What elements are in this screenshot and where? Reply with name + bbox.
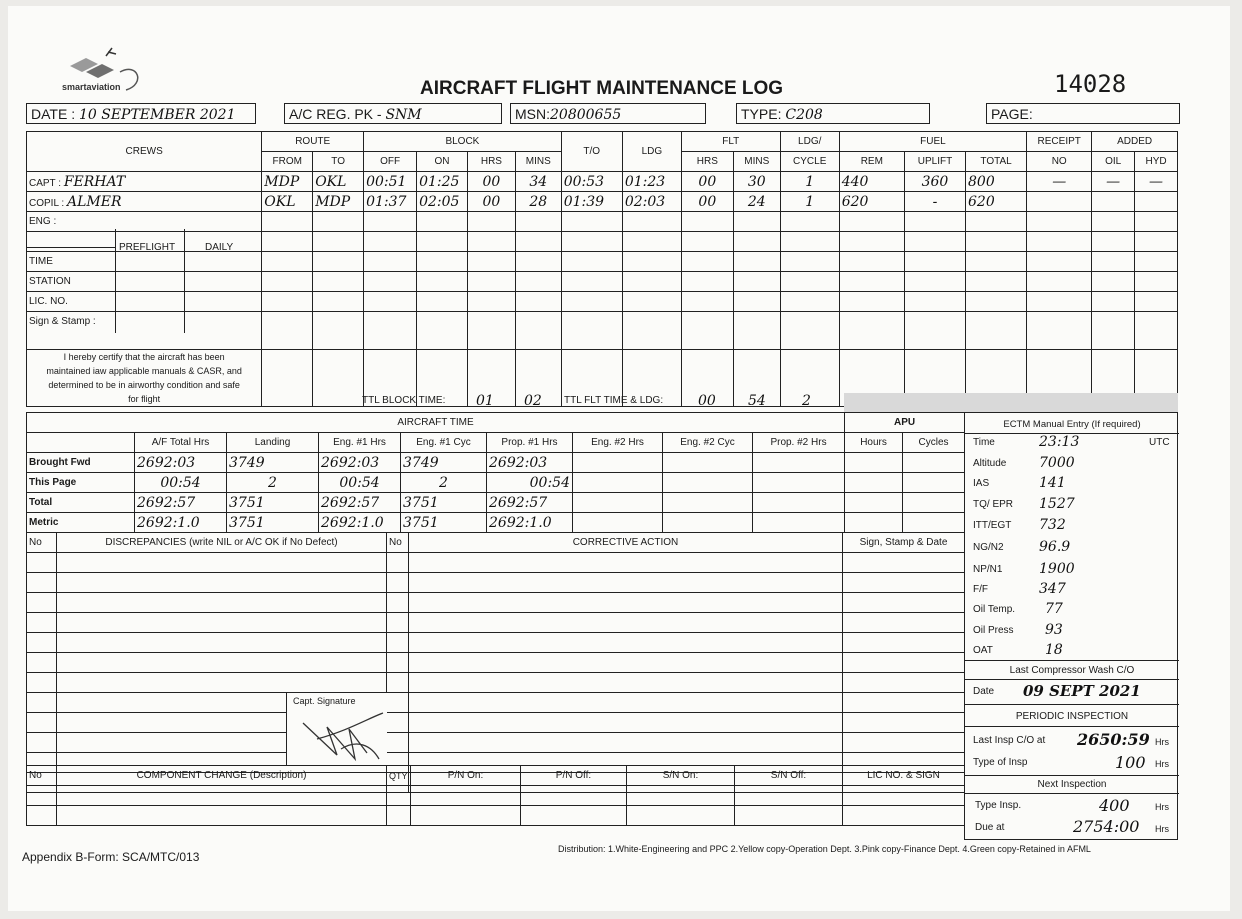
- date-value: 10 SEPTEMBER 2021: [78, 107, 236, 123]
- lic-label: LIC. NO.: [29, 296, 68, 307]
- eng1-cyc-value[interactable]: 3751: [401, 513, 487, 533]
- eng-cell[interactable]: [27, 212, 262, 232]
- landing-value[interactable]: 3749: [227, 453, 319, 473]
- added-header: ADDED: [1092, 132, 1178, 152]
- table-row: [27, 473, 965, 493]
- ectm-time-unit: UTC: [1149, 437, 1170, 448]
- corr-no-header: No: [387, 533, 409, 553]
- ectm-time-value[interactable]: 23:13: [1039, 434, 1080, 450]
- compressor-date-value[interactable]: 09 SEPT 2021: [1023, 682, 1141, 700]
- discrepancy-table: [26, 532, 965, 793]
- preflight-label: PREFLIGHT: [119, 241, 176, 253]
- disc-no-header: No: [27, 533, 57, 553]
- row1-uplift[interactable]: 360: [904, 172, 965, 192]
- landing-count-header: Landing: [227, 433, 319, 453]
- capt-signature-box[interactable]: [286, 693, 387, 766]
- station-cell[interactable]: [27, 272, 262, 292]
- comp-no-header: No: [27, 766, 57, 786]
- row1-flt-hrs[interactable]: 00: [681, 172, 733, 192]
- certify-line-3: determined to be in airworthy condition and safe: [48, 380, 240, 390]
- takeoff-header: T/O: [561, 132, 622, 172]
- ectm-itt-value[interactable]: 732: [1039, 517, 1066, 533]
- row1-hyd[interactable]: —: [1135, 172, 1178, 192]
- prop1-hrs-value[interactable]: 2692:57: [487, 493, 573, 513]
- from-header: FROM: [262, 152, 313, 172]
- time-cell[interactable]: [27, 252, 262, 272]
- row2-block-mins[interactable]: 28: [515, 192, 561, 212]
- landing-header: LDG: [622, 132, 681, 172]
- row-label: Brought Fwd: [27, 453, 135, 473]
- rem-header: REM: [839, 152, 904, 172]
- row2-takeoff[interactable]: 01:39: [561, 192, 622, 212]
- ectm-tq-label: TQ/ EPR: [973, 499, 1014, 510]
- eng1-cyc-value[interactable]: 3749: [401, 453, 487, 473]
- ectm-altitude-label: Altitude: [973, 458, 1007, 469]
- ttl-block-mins[interactable]: 02: [524, 393, 542, 409]
- flight-table: [26, 131, 1178, 407]
- last-insp-value[interactable]: 2650:59: [1077, 730, 1150, 749]
- row-label: Metric: [27, 513, 135, 533]
- block-mins-header: MINS: [515, 152, 561, 172]
- eng1-cyc-value[interactable]: 3751: [401, 493, 487, 513]
- serial-number: 14028: [1054, 70, 1127, 98]
- row2-off[interactable]: 01:37: [364, 192, 417, 212]
- af-total-value[interactable]: 2692:57: [135, 493, 227, 513]
- certify-line-1: I hereby certify that the aircraft has been: [63, 352, 225, 362]
- row2-receipt[interactable]: [1027, 192, 1092, 212]
- ectm-np-value[interactable]: 1900: [1039, 561, 1075, 577]
- row1-oil[interactable]: —: [1092, 172, 1135, 192]
- row1-to[interactable]: OKL: [313, 172, 364, 192]
- block-header: BLOCK: [364, 132, 562, 152]
- sign-label: Sign & Stamp :: [29, 316, 96, 327]
- page-box[interactable]: [986, 103, 1180, 124]
- row2-to[interactable]: MDP: [313, 192, 364, 212]
- eng1-hrs-value[interactable]: 2692:1.0: [319, 513, 401, 533]
- route-header: ROUTE: [262, 132, 364, 152]
- apu-cycles-header: Cycles: [903, 433, 965, 453]
- date-label: DATE :: [31, 106, 76, 122]
- af-total-value[interactable]: 2692:03: [135, 453, 227, 473]
- ttl-flt-mins[interactable]: 54: [748, 393, 766, 409]
- apu-title: APU: [845, 413, 965, 433]
- receipt-no-header: NO: [1027, 152, 1092, 172]
- ectm-itt-label: ITT/EGT: [973, 520, 1012, 531]
- ectm-altitude-value[interactable]: 7000: [1039, 455, 1075, 471]
- qty-header: QTY: [387, 766, 411, 786]
- af-total-value[interactable]: 00:54: [135, 473, 227, 493]
- sn-on-header: S/N On:: [627, 766, 735, 786]
- capt-name: FERHAT: [63, 173, 126, 190]
- row2-on[interactable]: 02:05: [417, 192, 468, 212]
- row1-landing[interactable]: 01:23: [622, 172, 681, 192]
- ectm-title: ECTM Manual Entry (If required): [1003, 419, 1141, 430]
- eng-label: ENG :: [29, 216, 57, 227]
- logo-text: smartaviation: [62, 82, 121, 92]
- page-label: PAGE:: [991, 106, 1033, 122]
- row1-rem[interactable]: 440: [839, 172, 904, 192]
- eng1-hrs-header: Eng. #1 Hrs: [319, 433, 401, 453]
- aircraft-time-title: AIRCRAFT TIME: [27, 413, 845, 433]
- ectm-tq-value[interactable]: 1527: [1039, 496, 1075, 512]
- row2-flt-mins[interactable]: 24: [733, 192, 780, 212]
- disc-sign-header: Sign, Stamp & Date: [843, 533, 965, 553]
- row2-landing[interactable]: 02:03: [622, 192, 681, 212]
- type-insp-label: Type of Insp: [973, 757, 1028, 768]
- msn-value: 20800655: [550, 107, 622, 123]
- ectm-panel: [964, 412, 1178, 840]
- capt-signature-label: Capt. Signature: [293, 696, 356, 706]
- certification-text: [27, 350, 262, 407]
- next-type-label: Type Insp.: [975, 800, 1022, 811]
- off-header: OFF: [364, 152, 417, 172]
- row2-flt-hrs[interactable]: 00: [681, 192, 733, 212]
- row1-block-hrs[interactable]: 00: [467, 172, 515, 192]
- station-label: STATION: [29, 276, 71, 287]
- ectm-oiltemp-value[interactable]: 77: [1045, 601, 1063, 617]
- type-box[interactable]: [736, 103, 930, 124]
- distribution-note: Distribution: 1.White-Engineering and PPC 2.Yellow copy-Operation Dept. 3.Pink copy-Finance Dept. 4.Green copy-Retained in AFML: [558, 844, 1091, 854]
- flt-hrs-header: HRS: [681, 152, 733, 172]
- row1-on[interactable]: 01:25: [417, 172, 468, 192]
- ectm-ias-label: IAS: [973, 478, 990, 489]
- eng2-hrs-header: Eng. #2 Hrs: [573, 433, 663, 453]
- reg-box[interactable]: [284, 103, 502, 124]
- sn-off-header: S/N Off:: [735, 766, 843, 786]
- row1-cycle[interactable]: 1: [780, 172, 839, 192]
- eng1-hrs-value[interactable]: 00:54: [319, 473, 401, 493]
- row1-from[interactable]: MDP: [262, 172, 313, 192]
- type-label: TYPE:: [741, 106, 782, 122]
- next-type-value[interactable]: 400: [1099, 796, 1130, 815]
- uplift-header: UPLIFT: [904, 152, 965, 172]
- certify-line-2: maintained iaw applicable manuals & CASR, and: [46, 366, 242, 376]
- ttl-ldg[interactable]: 2: [802, 393, 811, 409]
- copil-cell[interactable]: [27, 192, 262, 212]
- ectm-ng-label: NG/N2: [973, 542, 1004, 553]
- time-label: TIME: [29, 256, 53, 267]
- next-type-unit: Hrs: [1155, 802, 1169, 812]
- due-at-unit: Hrs: [1155, 824, 1169, 834]
- daily-label: DAILY: [205, 241, 234, 253]
- disc-desc-header: DISCREPANCIES (write NIL or A/C OK if No Defect): [57, 533, 387, 553]
- eng1-cyc-value[interactable]: 2: [401, 473, 487, 493]
- reg-label: A/C REG. PK -: [289, 106, 382, 122]
- comp-desc-header: COMPONENT CHANGE (Description): [57, 766, 387, 786]
- sign-cell[interactable]: [27, 312, 262, 350]
- ttl-block-label: TTL BLOCK TIME:: [362, 395, 446, 406]
- eng1-hrs-value[interactable]: 2692:57: [319, 493, 401, 513]
- msn-label: MSN:: [515, 106, 550, 122]
- flight-row: [27, 172, 1178, 192]
- fuel-header: FUEL: [839, 132, 1026, 152]
- last-insp-unit: Hrs: [1155, 737, 1169, 747]
- ttl-flt-label: TTL FLT TIME & LDG:: [564, 395, 664, 406]
- signature-scribble-icon: [297, 709, 385, 765]
- company-logo: [60, 44, 150, 96]
- periodic-inspection-title: PERIODIC INSPECTION: [1015, 711, 1129, 722]
- prop1-hrs-value[interactable]: 2692:03: [487, 453, 573, 473]
- eng2-cyc-header: Eng. #2 Cyc: [663, 433, 753, 453]
- pn-on-header: P/N On:: [411, 766, 521, 786]
- row-label: Total: [27, 493, 135, 513]
- certify-line-4: for flight: [128, 394, 161, 404]
- flight-row: [27, 192, 1178, 212]
- eng1-hrs-value[interactable]: 2692:03: [319, 453, 401, 473]
- table-row: [27, 453, 965, 473]
- compressor-wash-title: Last Compressor Wash C/O: [1009, 665, 1135, 676]
- ttl-flt-hrs[interactable]: 00: [698, 393, 716, 409]
- row1-flt-mins[interactable]: 30: [733, 172, 780, 192]
- due-at-value[interactable]: 2754:00: [1073, 817, 1140, 836]
- date-box[interactable]: [26, 103, 256, 124]
- row2-cycle[interactable]: 1: [780, 192, 839, 212]
- row2-rem[interactable]: 620: [839, 192, 904, 212]
- copil-name: ALMER: [66, 193, 122, 210]
- ectm-ff-value[interactable]: 347: [1039, 581, 1066, 597]
- ectm-oat-label: OAT: [973, 645, 993, 656]
- table-row: [27, 493, 965, 513]
- prop1-hrs-value[interactable]: 2692:1.0: [487, 513, 573, 533]
- ectm-ias-value[interactable]: 141: [1039, 475, 1066, 491]
- ldg-cycle-header-1: LDG/: [780, 132, 839, 152]
- capt-cell[interactable]: [27, 172, 262, 192]
- ldg-cycle-header-2: CYCLE: [780, 152, 839, 172]
- prop2-hrs-header: Prop. #2 Hrs: [753, 433, 845, 453]
- ectm-oilpress-value[interactable]: 93: [1045, 622, 1063, 638]
- ectm-oat-value[interactable]: 18: [1045, 642, 1063, 658]
- type-insp-value[interactable]: 100: [1115, 753, 1146, 772]
- row2-block-hrs[interactable]: 00: [467, 192, 515, 212]
- to-header: TO: [313, 152, 364, 172]
- hyd-header: HYD: [1135, 152, 1178, 172]
- landing-value[interactable]: 2: [227, 473, 319, 493]
- eng1-cyc-header: Eng. #1 Cyc: [401, 433, 487, 453]
- apu-hours-header: Hours: [845, 433, 903, 453]
- total-header: TOTAL: [966, 152, 1027, 172]
- af-total-header: A/F Total Hrs: [135, 433, 227, 453]
- row2-total[interactable]: 620: [966, 192, 1027, 212]
- row1-receipt[interactable]: —: [1027, 172, 1092, 192]
- row2-uplift[interactable]: -: [904, 192, 965, 212]
- prop1-hrs-header: Prop. #1 Hrs: [487, 433, 573, 453]
- ectm-ng-value[interactable]: 96.9: [1039, 539, 1071, 555]
- ectm-time-label: Time: [973, 437, 995, 448]
- row1-takeoff[interactable]: 00:53: [561, 172, 622, 192]
- row1-total[interactable]: 800: [966, 172, 1027, 192]
- capt-label: CAPT :: [29, 177, 62, 189]
- type-insp-unit: Hrs: [1155, 759, 1169, 769]
- landing-value[interactable]: 3751: [227, 513, 319, 533]
- row1-off[interactable]: 00:51: [364, 172, 417, 192]
- ectm-oilpress-label: Oil Press: [973, 625, 1014, 636]
- ectm-ff-label: F/F: [973, 584, 988, 595]
- form-number: Appendix B-Form: SCA/MTC/013: [22, 850, 200, 864]
- ectm-np-label: NP/N1: [973, 564, 1003, 575]
- row2-hyd[interactable]: [1135, 192, 1178, 212]
- flt-header: FLT: [681, 132, 780, 152]
- prop1-hrs-value[interactable]: 00:54: [487, 473, 573, 493]
- ectm-oiltemp-label: Oil Temp.: [973, 604, 1016, 615]
- landing-value[interactable]: 3751: [227, 493, 319, 513]
- table-row: [27, 513, 965, 533]
- last-insp-label: Last Insp C/O at: [973, 735, 1046, 746]
- next-inspection-title: Next Inspection: [1037, 779, 1107, 790]
- form-title: AIRCRAFT FLIGHT MAINTENANCE LOG: [420, 78, 784, 99]
- component-table: [26, 765, 965, 826]
- copil-label: COPIL :: [29, 197, 65, 209]
- corrective-header: CORRECTIVE ACTION: [409, 533, 843, 553]
- row2-from[interactable]: OKL: [262, 192, 313, 212]
- due-at-label: Due at: [975, 822, 1005, 833]
- ttl-block-hrs[interactable]: 01: [476, 393, 494, 409]
- lic-cell[interactable]: [27, 292, 262, 312]
- compressor-date-label: Date: [973, 686, 995, 697]
- flight-row: [27, 212, 1178, 232]
- row1-block-mins[interactable]: 34: [515, 172, 561, 192]
- on-header: ON: [417, 152, 468, 172]
- oil-header: OIL: [1092, 152, 1135, 172]
- aircraft-time-table: [26, 412, 965, 533]
- receipt-header: RECEIPT: [1027, 132, 1092, 152]
- msn-box[interactable]: [510, 103, 706, 124]
- type-value: C208: [785, 107, 823, 123]
- af-total-value[interactable]: 2692:1.0: [135, 513, 227, 533]
- crews-header: CREWS: [27, 132, 262, 172]
- row2-oil[interactable]: [1092, 192, 1135, 212]
- flt-mins-header: MINS: [733, 152, 780, 172]
- pn-off-header: P/N Off:: [521, 766, 627, 786]
- reg-value: SNM: [385, 107, 422, 123]
- row-label: This Page: [27, 473, 135, 493]
- lic-sign-header: LIC NO. & SIGN: [843, 766, 965, 786]
- block-hrs-header: HRS: [467, 152, 515, 172]
